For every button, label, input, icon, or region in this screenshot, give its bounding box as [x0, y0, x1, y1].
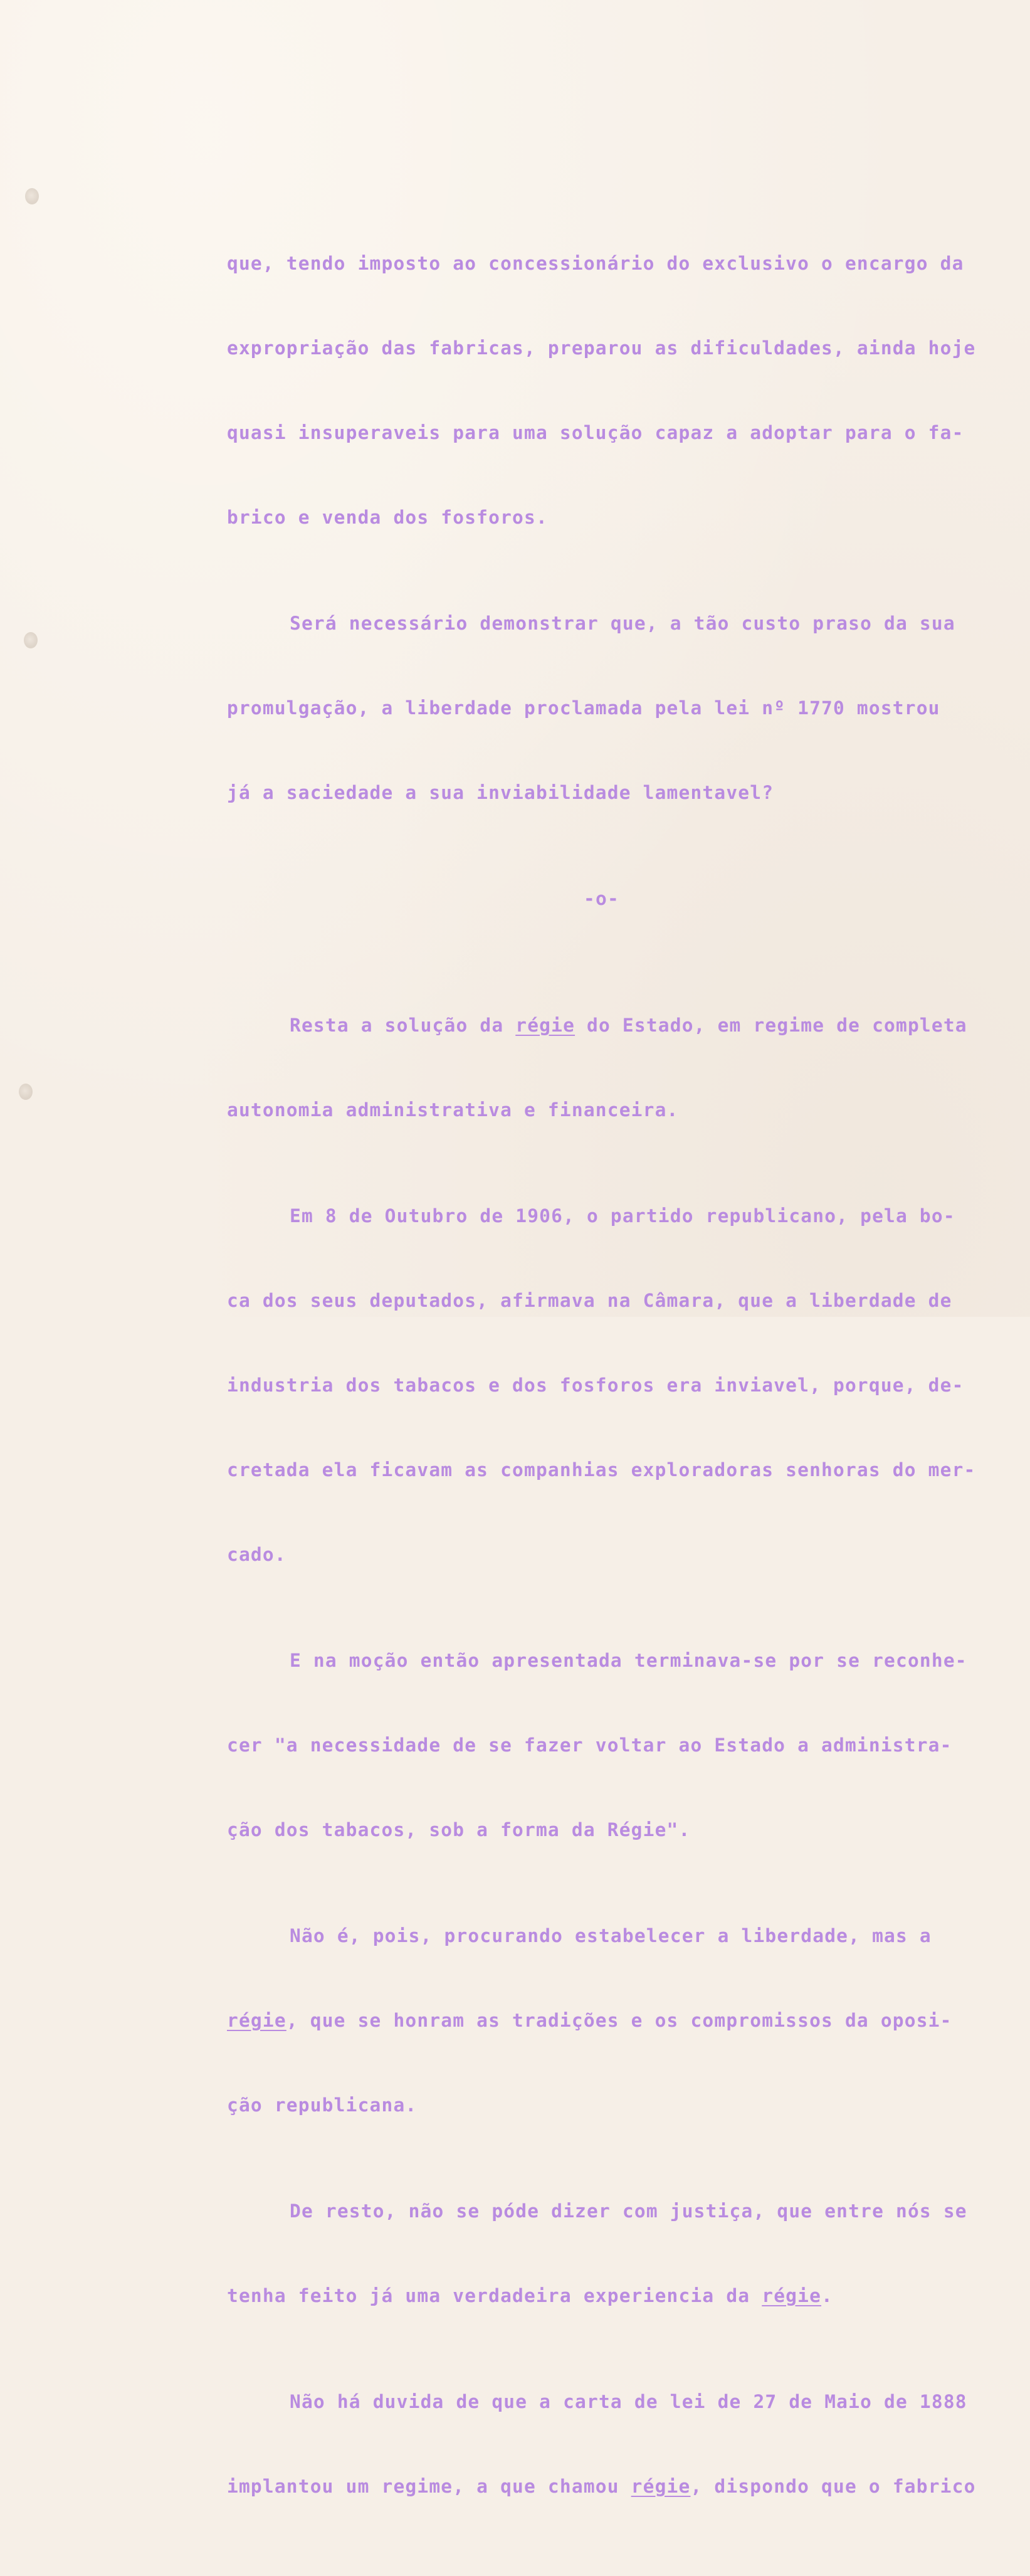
- binding-hole-top: [25, 188, 39, 204]
- underlined-word: régie: [631, 2476, 691, 2497]
- text-line: promulgação, a liberdade proclamada pela lei nº 1770 mostrou: [227, 697, 940, 719]
- text-line: cado.: [227, 1544, 286, 1565]
- text-line: Será necessário demonstrar que, a tão custo praso da sua: [290, 613, 955, 634]
- text-line: Em 8 de Outubro de 1906, o partido republicano, pela bo-: [290, 1205, 955, 1227]
- underlined-word: régie: [227, 2010, 286, 2031]
- text-line: Resta a solução da régie do Estado, em regime de completa: [290, 1015, 967, 1036]
- text-line: quasi insuperaveis para uma solução capaz a adoptar para o fa-: [227, 422, 964, 443]
- text-line: que, tendo imposto ao concessionário do exclusivo o encargo da: [227, 253, 964, 274]
- text-line: expropriação das fabricas, preparou as dificuldades, ainda hoje: [227, 337, 976, 359]
- text-line: De resto, não se póde dizer com justiça, que entre nós se: [290, 2200, 967, 2222]
- text-line: E na moção então apresentada terminava-se por se reconhe-: [290, 1650, 967, 1671]
- text-line: Não é, pois, procurando estabelecer a liberdade, mas a: [290, 1925, 932, 1946]
- underlined-word: régie: [515, 1015, 575, 1036]
- text-line: Não há duvida de que a carta de lei de 27 de Maio de 1888: [290, 2391, 967, 2412]
- text-line: já a saciedade a sua inviabilidade lamentavel?: [227, 782, 774, 803]
- text-line: industria dos tabacos e dos fosforos era inviavel, porque, de-: [227, 1375, 964, 1396]
- text-line: ção republicana.: [227, 2094, 418, 2116]
- section-separator: -o-: [584, 888, 619, 909]
- text-line: brico e venda dos fosforos.: [227, 507, 548, 528]
- binding-hole-middle: [24, 632, 38, 648]
- text-line: cer "a necessidade de se fazer voltar ao Estado a administra-: [227, 1734, 952, 1756]
- text-line: régie, que se honram as tradições e os compromissos da oposi-: [227, 2010, 952, 2031]
- binding-hole-bottom: [19, 1084, 33, 1100]
- typewritten-text: [227, 183, 1020, 2576]
- text-line: implantou um regime, a que chamou régie, dispondo que o fabrico: [227, 2476, 976, 2497]
- text-line: cretada ela ficavam as companhias exploradoras senhoras do mer-: [227, 1459, 976, 1481]
- text-line: autonomia administrativa e financeira.: [227, 1099, 679, 1121]
- text-line: ca dos seus deputados, afirmava na Câmara, que a liberdade de: [227, 1290, 952, 1311]
- text-line: ção dos tabacos, sob a forma da Régie".: [227, 1819, 691, 1840]
- text-line: tenha feito já uma verdadeira experiencia da régie.: [227, 2285, 834, 2306]
- underlined-word: régie: [762, 2285, 822, 2306]
